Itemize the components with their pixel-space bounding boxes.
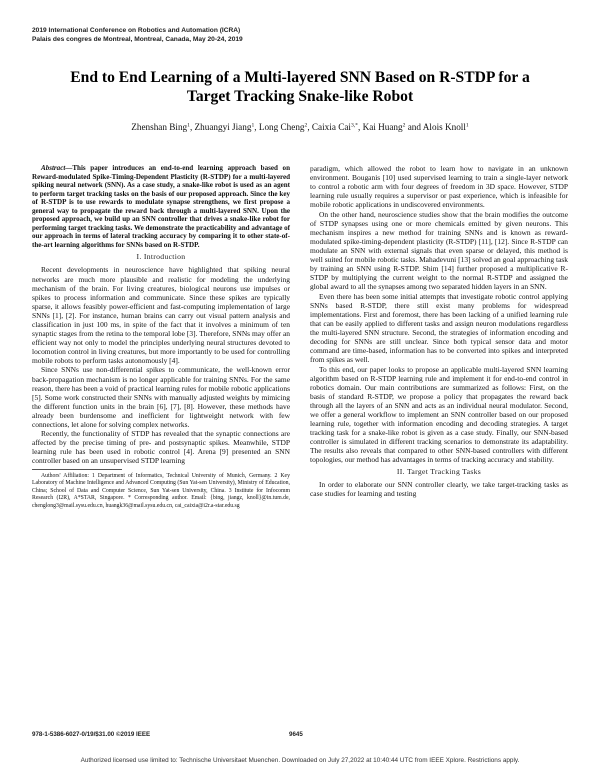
license-notice: Authorized licensed use limited to: Technische Universitaet Muenchen. Downloaded on July 27,2022 at 10:40:44 UTC from IEEE Xplore. Restrictions apply. — [80, 757, 520, 764]
left-column — [32, 164, 290, 510]
paragraph: Recent developments in neuroscience have highlighted that spiking neural networks are much more plausible and realistic for modeling the underlying mechanism of the brain. For living creatures, biological neurons use impulses or spikes to process information and communicate. Since these spikes are typically sparse, it allows feasibly power-efficient and fast-computing implementation of large SNNs [1], [2]. For instance, human brains can carry out visual pattern analysis and classification in just 100 ms, in spite of the fact that it involves a minimum of ten synaptic stages from the retina to the temporal lobe [3]. Therefore, SNNs may offer an efficient way not only to model the principles underlying neural structures devoted to locomotion control in living creatures, but more importantly to be used for controlling mobile robots to perform tasks autonomously [4]. — [32, 265, 290, 365]
paragraph: paradigm, which allowed the robot to learn how to navigate in an unknown environment. Bouganis [10] used supervised learning to train a single-layer network to control a robotic arm with four degrees of freedom in 3D space. However, STDP learning rule usually requires a supervisor or past experience, which is infeasible for mobile robotic applications in undiscovered environments. — [310, 164, 568, 210]
abstract-label: Abstract — [41, 164, 66, 172]
abstract — [32, 164, 290, 249]
author-name: Zhuangyi Jiang — [194, 122, 252, 132]
affiliation-footnote: Authors' Affiliation: 1 Department of Informatics, Technical University of Munich, Germany. 2 Key Laboratory of Machine Intelligence and Advanced Computing (Sun Yat-sen University), Ministry of Education, China; School of Data and Computer Science, Sun Yat-sen University, China. 3 Institute for Infocomm Research (I2R), A*STAR, Singapore. * Corresponding author. Email: {bing, jiangz, knoll}@in.tum.de, chenglong3@mail.sysu.edu.cn, huangk36@mail.sysu.edu.cn, cai_caixia@i2r.a-star.edu.sg — [32, 472, 290, 509]
paragraph: Recently, the functionality of STDP has revealed that the synaptic connections are affected by the precise timing of pre- and postsynaptic spikes. Meanwhile, STDP learning rule has been used in robotic control [4]. Arena [9] presented an SNN controller based on an unsupervised STDP learning — [32, 429, 290, 466]
author-name: Zhenshan Bing — [131, 122, 188, 132]
author-name: Caixia Cai — [311, 122, 351, 132]
author-separator: and — [405, 122, 423, 132]
footnote-divider — [32, 469, 122, 470]
author-separator: , — [357, 122, 363, 132]
isbn-copyright: 978-1-5386-6027-0/19/$31.00 ©2019 IEEE — [32, 731, 151, 738]
author-affiliation-marker: 2 — [402, 122, 406, 129]
section-heading-target-tracking: II. Target Tracking Tasks — [396, 467, 482, 477]
title-line-1: End to End Learning of a Multi-layered SNN Based on R-STDP for a — [70, 69, 530, 86]
paragraph: On the other hand, neuroscience studies show that the brain modifies the outcome of STDP synapses using one or more chemicals emitted by given neurons. This mechanism inspires a new method for training SNNs and is known as reward-modulated spike-timing-dependent plasticity (R-STDP) [11], [12]. Since R-STDP can modulate an SNN with external signals that even sparse or delayed, this method is well suited for mobile robotic tasks. Mahadevuni [13] solved an goal approaching task by training an SNN using R-STDP. Shim [14] further proposed a multiplicative R-STDP by multiplying the current weight to the normal R-STDP and assigned the global award to all the synapses among two separated hidden layers in an SNN. — [310, 209, 568, 292]
author-name: Alois Knoll — [422, 122, 466, 132]
author-affiliation-marker: 1 — [187, 122, 190, 129]
paper-title — [40, 68, 560, 106]
author-list — [40, 121, 560, 133]
abstract-text: —This paper introduces an end-to-end learning approach based on Reward-modulated Spike-Timing-Dependent Plasticity (R-STDP) for a multi-layered spiking neural network (SNN). As a case study, a snake-like robot is used as an agent to perform target tracking tasks on the basis of our proposed approach. Since the key of R-STDP is to use rewards to modulate synapse strengthens, we first propose a general way to propagate the reward back through a multi-layered SNN. Upon the proposed approach, we build up an SNN controller that drives a snake-like robot for performing target tracking tasks. We demonstrate the practicability and advantage of our approach in terms of lateral tracking accuracy by comparing it to other state-of-the-art learning algorithms for SNNs based on R-STDP. — [32, 164, 290, 249]
paragraph: Since SNNs use non-differential spikes to communicate, the well-known error back-propagation mechanism is no longer applicable for training SNNs. For the same reason, there has been a void of practical learning rules for mobile robotic applications [5]. Some work constructed their SNNs with manually adjusted weights by mimicing the different function units in the brain [6], [7], [8]. However, these methods have already been burdensome and inefficient for lightweight network with few connections, let alone for solving complex networks. — [32, 365, 290, 429]
conference-name: 2019 International Conference on Robotics and Automation (ICRA) — [32, 27, 241, 34]
conference-header — [32, 26, 572, 44]
author-affiliation-marker: 2 — [304, 122, 308, 129]
author-affiliation-marker: 1 — [465, 122, 469, 129]
page-number: 9645 — [289, 731, 303, 738]
author-affiliation-marker: 1 — [251, 122, 255, 129]
author-name: Long Cheng — [258, 122, 305, 132]
paragraph: In order to elaborate our SNN controller clearly, we take target-tracking tasks as case studies for learning and testing — [310, 480, 568, 499]
title-line-2: Target Tracking Snake-like Robot — [186, 88, 414, 105]
conference-venue: Palais des congres de Montreal, Montreal, Canada, May 20-24, 2019 — [32, 36, 243, 43]
paragraph: Even there has been some initial attempts that investigate robotic control applying SNNs based R-STDP, there still exist many problems for widespread implementations. First and foremost, there has been lacking of a unified learning rule that can be easily applied to different tasks and assign neuron modulations regardless the multi-layered SNN structure. Second, the strategies of information encoding and decoding for SNNs are still unclear. Since both typical sensor data and motor command are time-based, information has to be converted into spikes and interpreted from spikes as well. — [310, 291, 568, 364]
author-separator: , — [307, 122, 312, 132]
author-affiliation-marker: 3,* — [350, 122, 358, 129]
author-separator: , — [254, 122, 259, 132]
paragraph: To this end, our paper looks to propose an applicable multi-layered SNN learning algorithm based on R-STDP learning rule and implement it for end-to-end control in robotics domain. Our main contributions are summarized as follows: First, on the basis of standard R-STDP, we propose a policy that propagates the reward back through all the layers of an SNN and acts as an individual neural modulator. Second, we offer a general workflow to implement an SNN controller based on our proposed learning rule, together with information encoding and decoding strategies. A target tracking task for a snake-like robot is given as a case study. Finally, our SNN-based controller is simulated in different tracking scenarios to demonstrate its adaptability. The results also reveals that compared to other SNN-based controllers with different topologies, our method has advantages in terms of tracking accuracy and stability. — [310, 364, 568, 464]
right-column — [310, 164, 568, 499]
author-name: Kai Huang — [362, 122, 403, 132]
author-separator: , — [189, 122, 195, 132]
section-heading-introduction: I. Introduction — [136, 252, 186, 262]
